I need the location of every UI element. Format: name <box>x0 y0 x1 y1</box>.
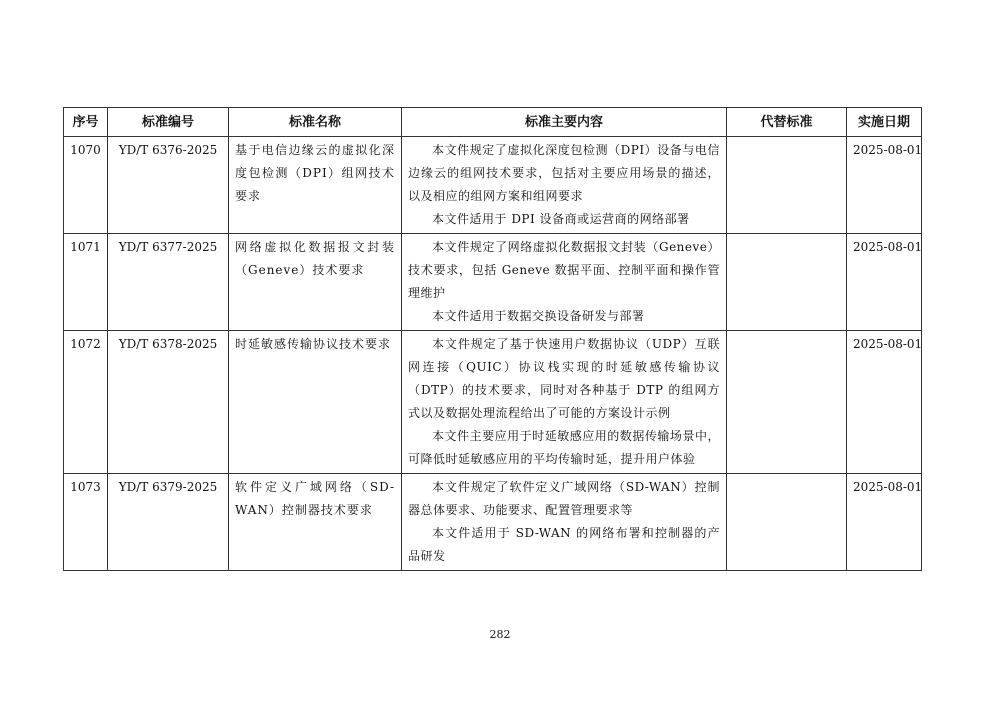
row-seq: 1071 <box>64 234 108 331</box>
row-code: YD/T 6377-2025 <box>108 234 229 331</box>
row-content <box>402 474 727 571</box>
row-code: YD/T 6376-2025 <box>108 137 229 234</box>
row-code: YD/T 6379-2025 <box>108 474 229 571</box>
row-content-paragraph: 本文件适用于数据交换设备研发与部署 <box>432 309 645 323</box>
row-replaces <box>727 331 847 474</box>
row-content-paragraph: 本文件主要应用于时延敏感应用的数据传输场景中，可降低时延敏感应用的平均传输时延，提升用户体验 <box>408 429 720 466</box>
standards-table <box>63 107 922 571</box>
row-date: 2025-08-01 <box>847 331 922 474</box>
row-name: 基于电信边缘云的虚拟化深度包检测（DPI）组网技术要求 <box>229 137 402 234</box>
row-content-paragraph: 本文件适用于 DPI 设备商或运营商的网络部署 <box>432 212 690 226</box>
row-date: 2025-08-01 <box>847 474 922 571</box>
row-seq: 1070 <box>64 137 108 234</box>
row-seq: 1073 <box>64 474 108 571</box>
page-number: 282 <box>489 628 511 641</box>
row-replaces <box>727 234 847 331</box>
row-replaces <box>727 474 847 571</box>
header-name: 标准名称 <box>229 108 402 137</box>
row-name: 软件定义广域网络（SD-WAN）控制器技术要求 <box>229 474 402 571</box>
row-content-paragraph: 本文件规定了网络虚拟化数据报文封装（Geneve）技术要求，包括 Geneve 数据平面、控制平面和操作管理维护 <box>408 240 720 300</box>
row-seq: 1072 <box>64 331 108 474</box>
header-date: 实施日期 <box>847 108 922 137</box>
header-content: 标准主要内容 <box>402 108 727 137</box>
header-replaces: 代替标准 <box>727 108 847 137</box>
header-seq: 序号 <box>64 108 108 137</box>
row-content-paragraph: 本文件适用于 SD-WAN 的网络布署和控制器的产品研发 <box>408 526 720 563</box>
row-content-paragraph: 本文件规定了虚拟化深度包检测（DPI）设备与电信边缘云的组网技术要求，包括对主要应用场景的描述，以及相应的组网方案和组网要求 <box>408 143 720 203</box>
row-name: 时延敏感传输协议技术要求 <box>229 331 402 474</box>
row-content-paragraph: 本文件规定了基于快速用户数据协议（UDP）互联网连接（QUIC）协议栈实现的时延敏感传输协议（DTP）的技术要求，同时对各种基于 DTP 的组网方式以及数据处理流程给出了可能的方案设计示例 <box>408 337 720 420</box>
row-content <box>402 331 727 474</box>
row-content <box>402 137 727 234</box>
header-code: 标准编号 <box>108 108 229 137</box>
table-row <box>64 234 922 331</box>
row-date: 2025-08-01 <box>847 234 922 331</box>
table-row <box>64 474 922 571</box>
row-replaces <box>727 137 847 234</box>
row-date: 2025-08-01 <box>847 137 922 234</box>
row-name: 网络虚拟化数据报文封装（Geneve）技术要求 <box>229 234 402 331</box>
row-content <box>402 234 727 331</box>
table-row <box>64 137 922 234</box>
table-header-row <box>64 108 922 137</box>
table-row <box>64 331 922 474</box>
row-code: YD/T 6378-2025 <box>108 331 229 474</box>
row-content-paragraph: 本文件规定了软件定义广域网络（SD-WAN）控制器总体要求、功能要求、配置管理要求等 <box>408 480 720 517</box>
